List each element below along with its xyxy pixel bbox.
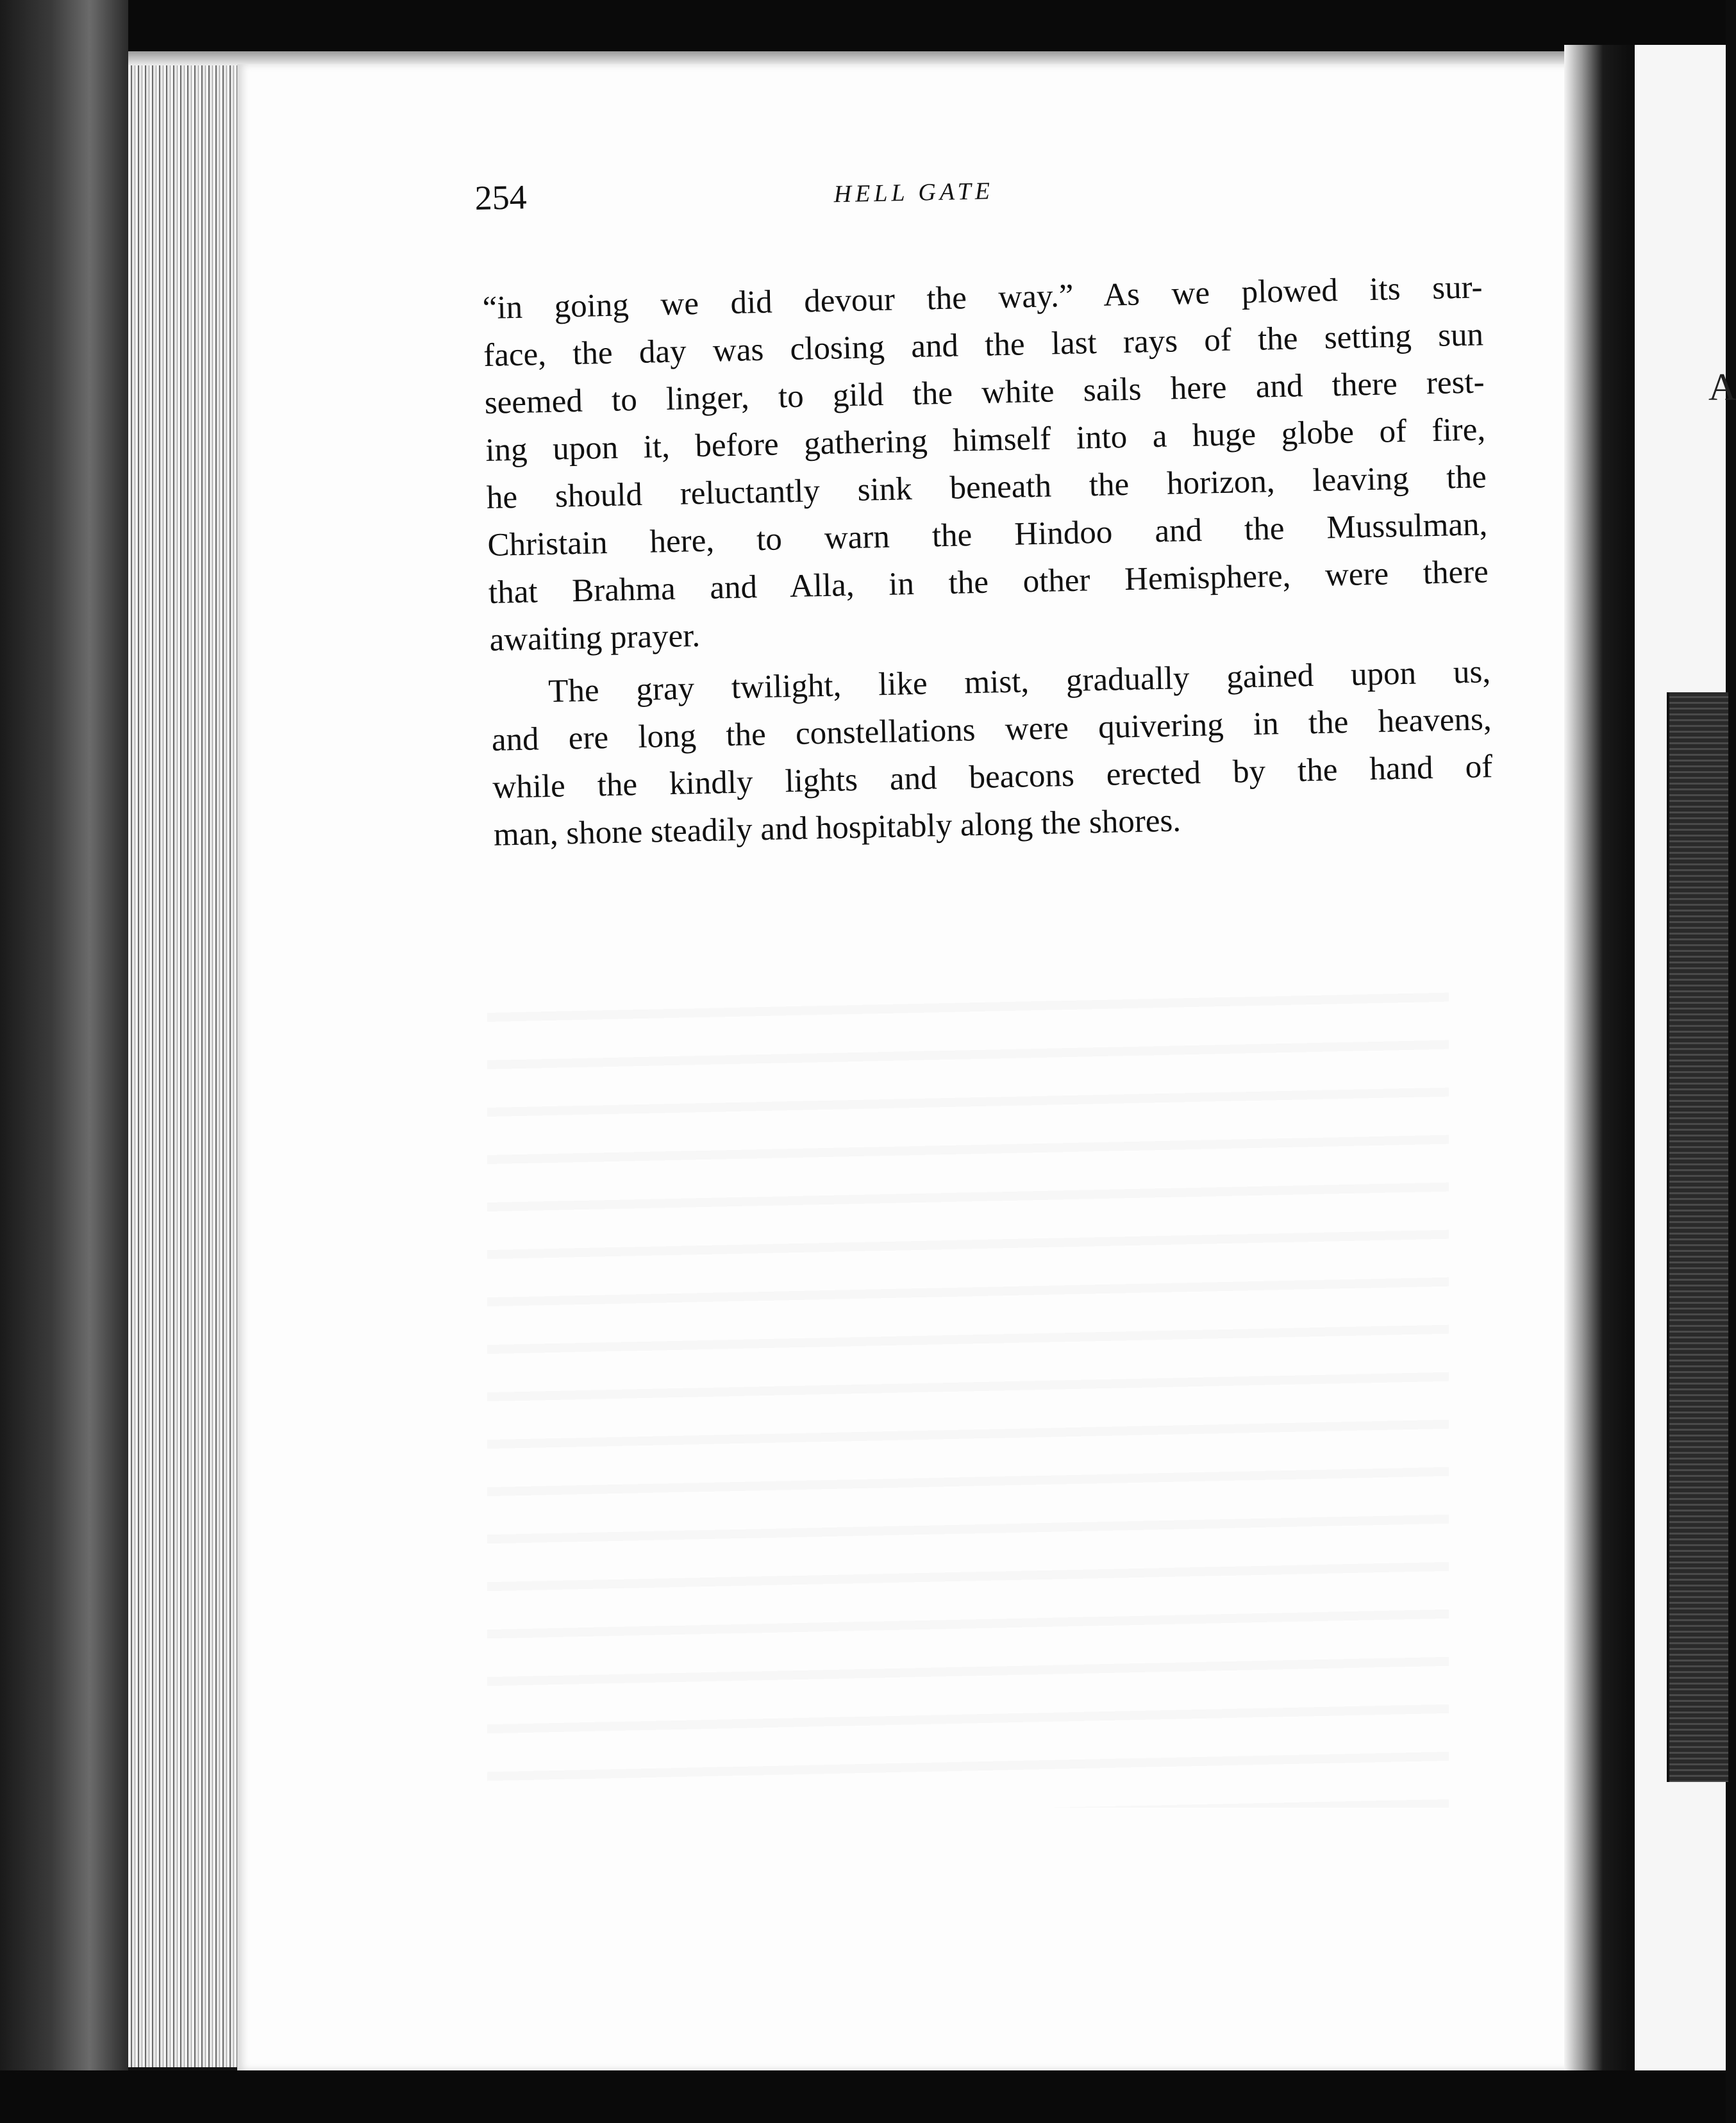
- text-line: Christain here, to warn the Hindoo and the Mussulman,: [487, 506, 1488, 563]
- text-line: “in going we did devour the way.” As we plowed its sur-: [482, 269, 1483, 326]
- facing-page: [1635, 45, 1736, 2070]
- text-line: The gray twilight, like mist, gradually gained upon us,: [547, 654, 1491, 710]
- text-line: face, the day was closing and the last rays of the setting sun: [483, 317, 1484, 374]
- facing-page-engraving: [1667, 692, 1728, 1782]
- bleed-through-text: [487, 974, 1449, 1808]
- running-title: HELL GATE: [833, 178, 994, 208]
- scan-border-top: [0, 0, 1726, 51]
- facing-page-letter: A: [1708, 366, 1736, 408]
- body-text: [482, 263, 1494, 858]
- text-line: man, shone steadily and hospitably along the shores.: [493, 803, 1181, 853]
- text-line: he should reluctantly sink beneath the horizon, leaving the: [486, 459, 1487, 516]
- page-edges-stack: [128, 61, 237, 2067]
- text-line: seemed to linger, to gild the white sails here and there rest-: [484, 364, 1485, 421]
- book-gutter: [1564, 45, 1635, 2070]
- page-number: 254: [474, 178, 528, 217]
- text-line: awaiting prayer.: [489, 618, 701, 658]
- book-edge-shadow: [0, 0, 128, 2123]
- text-line: and ere long the constellations were quivering in the heavens,: [491, 701, 1492, 758]
- scan-border-bottom: [0, 2070, 1726, 2123]
- text-line: ing upon it, before gathering himself into a huge globe of fire,: [485, 412, 1486, 469]
- text-line: while the kindly lights and beacons erected by the hand of: [492, 749, 1493, 806]
- page-top-edge: [128, 51, 1571, 65]
- text-line: that Brahma and Alla, in the other Hemisphere, were there: [488, 554, 1489, 611]
